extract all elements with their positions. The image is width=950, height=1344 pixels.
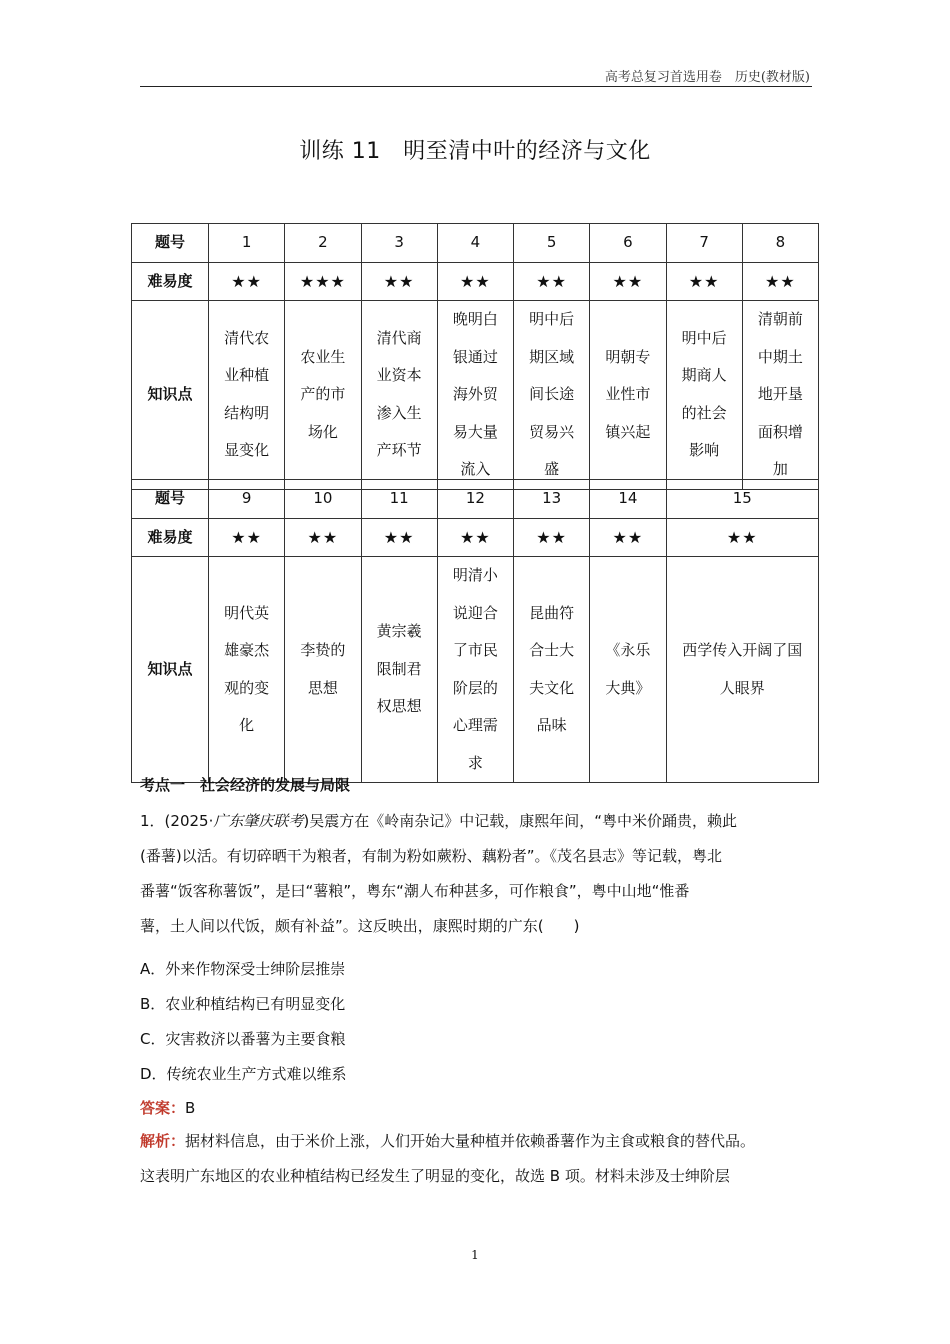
knowledge-point-line: 海外贸 — [452, 385, 498, 403]
knowledge-point-cell — [285, 301, 361, 490]
analysis-line: 据材料信息，由于米价上涨，人们开始大量种植并依赖番薯作为主食或粮食的替代品。 — [185, 1132, 756, 1150]
knowledge-point-cell — [361, 557, 437, 783]
option-d[interactable]: D．传统农业生产方式难以维系 — [140, 1065, 347, 1083]
knowledge-point-line: 易大量 — [452, 422, 498, 441]
knowledge-point-line: 期区域 — [529, 347, 575, 366]
knowledge-point-line: 产的市 — [300, 385, 346, 403]
question-number-cell: 5 — [514, 224, 590, 263]
knowledge-point-line: 权思想 — [376, 697, 422, 716]
row-label-knowledge: 知识点 — [132, 301, 209, 490]
knowledge-point-line: 合士大 — [529, 641, 575, 659]
knowledge-point-line: 明朝专 — [605, 347, 651, 366]
knowledge-point-line: 阶层的 — [452, 678, 498, 697]
knowledge-point-line: 业性市 — [605, 385, 651, 403]
question-number-cell: 12 — [437, 480, 513, 519]
knowledge-point-line: 清代农 — [224, 328, 270, 347]
question-number-cell: 1 — [209, 224, 285, 263]
knowledge-point-line: 说迎合 — [452, 603, 498, 622]
difficulty-stars: ★★ — [437, 262, 513, 301]
knowledge-point-line: 业种植 — [224, 366, 270, 385]
analysis-block — [140, 1124, 812, 1194]
knowledge-point-line: 求 — [467, 753, 483, 772]
knowledge-point-cell — [514, 557, 590, 783]
knowledge-point-cell — [437, 301, 513, 490]
knowledge-point-line: 思想 — [307, 678, 338, 697]
knowledge-point-line: 晚明白 — [452, 310, 498, 328]
question-1-stem — [140, 804, 812, 944]
knowledge-point-line: 清朝前 — [757, 310, 803, 328]
knowledge-point-line: 黄宗羲 — [376, 622, 422, 641]
knowledge-point-line: 《永乐 — [605, 641, 651, 659]
question-line: 薯，土人间以代饭，颇有补益”。这反映出，康熙时期的广东( ) — [140, 917, 580, 935]
knowledge-point-line: 期商人 — [681, 366, 727, 385]
option-b[interactable]: B．农业种植结构已有明显变化 — [140, 995, 346, 1013]
knowledge-point-line: 明中后 — [681, 328, 727, 347]
knowledge-point-line: 明代英 — [224, 603, 270, 622]
knowledge-point-line: 李贽的 — [300, 641, 346, 659]
difficulty-stars: ★★ — [742, 262, 818, 301]
page-title: 训练 11 明至清中叶的经济与文化 — [299, 139, 651, 164]
header-rule — [140, 86, 812, 87]
difficulty-stars: ★★ — [361, 518, 437, 557]
row-label-knowledge: 知识点 — [132, 557, 209, 783]
knowledge-point-line: 清代商 — [376, 328, 422, 347]
knowledge-point-line: 地开垦 — [757, 385, 803, 403]
row-label-difficulty: 难易度 — [132, 262, 209, 301]
difficulty-stars: ★★ — [285, 518, 361, 557]
knowledge-point-cell — [742, 301, 818, 490]
knowledge-point-cell — [590, 301, 666, 490]
question-prefix: 1．(2025· — [140, 812, 214, 830]
knowledge-point-line: 中期土 — [757, 347, 803, 366]
question-source: 广东肇庆联考 — [213, 812, 304, 830]
option-a[interactable]: A．外来作物深受士绅阶层推崇 — [140, 960, 346, 978]
answer-value: B — [185, 1099, 196, 1117]
knowledge-point-cell — [514, 301, 590, 490]
difficulty-stars: ★★ — [666, 262, 742, 301]
knowledge-point-line: 心理需 — [452, 716, 498, 734]
knowledge-point-line: 昆曲符 — [529, 603, 575, 622]
knowledge-point-line: 夫文化 — [529, 678, 575, 697]
difficulty-stars: ★★ — [514, 518, 590, 557]
knowledge-point-line: 流入 — [460, 460, 491, 478]
answer-label: 答案： — [140, 1099, 186, 1117]
question-number-cell: 14 — [590, 480, 666, 519]
knowledge-point-cell — [666, 301, 742, 490]
knowledge-point-line: 业资本 — [376, 366, 422, 385]
knowledge-point-line: 明清小 — [452, 566, 498, 584]
difficulty-stars: ★★ — [437, 518, 513, 557]
knowledge-point-line: 农业生 — [300, 347, 346, 366]
knowledge-point-cell — [590, 557, 666, 783]
knowledge-point-cell — [209, 301, 285, 490]
difficulty-table-1 — [131, 223, 819, 490]
knowledge-point-line: 观的变 — [224, 678, 270, 697]
difficulty-stars: ★★ — [209, 518, 285, 557]
knowledge-point-line: 大典》 — [605, 678, 651, 697]
header-running-title: 高考总复习首选用卷 历史(教材版) — [604, 70, 810, 85]
question-stem-line — [140, 804, 812, 839]
question-number-cell: 3 — [361, 224, 437, 263]
difficulty-stars: ★★ — [514, 262, 590, 301]
knowledge-point-line: 渗入生 — [376, 403, 422, 422]
knowledge-point-cell — [361, 301, 437, 490]
knowledge-point-line: 产环节 — [376, 441, 422, 460]
knowledge-point-line: 显变化 — [224, 441, 270, 460]
knowledge-point-line: 镇兴起 — [605, 422, 651, 441]
question-number-cell: 6 — [590, 224, 666, 263]
page-number: 1 — [471, 1248, 479, 1262]
knowledge-point-line: 结构明 — [224, 403, 270, 422]
row-label-difficulty: 难易度 — [132, 518, 209, 557]
question-number-cell: 13 — [514, 480, 590, 519]
difficulty-stars: ★★ — [361, 262, 437, 301]
knowledge-point-line: 贸易兴 — [529, 422, 575, 441]
knowledge-point-line: 化 — [239, 716, 255, 734]
question-line: (番薯)以活。有切碎晒干为粮者，有制为粉如蕨粉、藕粉者”。《茂名县志》等记载，粤北 — [140, 847, 722, 865]
analysis-line: 这表明广东地区的农业种植结构已经发生了明显的变化，故选 B 项。材料未涉及士绅阶层 — [140, 1167, 730, 1185]
knowledge-point-line: 加 — [772, 460, 788, 478]
question-number-cell: 11 — [361, 480, 437, 519]
question-number-cell: 4 — [437, 224, 513, 263]
question-number-cell: 10 — [285, 480, 361, 519]
knowledge-point-cell — [209, 557, 285, 783]
knowledge-point-line: 人眼界 — [719, 678, 765, 697]
knowledge-point-line: 影响 — [689, 441, 720, 460]
difficulty-table-2 — [131, 479, 819, 783]
knowledge-point-line: 银通过 — [452, 347, 498, 366]
question-number-cell: 2 — [285, 224, 361, 263]
option-c[interactable]: C．灾害救济以番薯为主要食粮 — [140, 1030, 346, 1048]
knowledge-point-line: 西学传入开阔了国 — [682, 641, 803, 659]
knowledge-point-cell — [285, 557, 361, 783]
question-line: )吴震方在《岭南杂记》中记载，康熙年间，“粤中米价踊贵，赖此 — [303, 812, 737, 830]
row-label-number: 题号 — [132, 480, 209, 519]
row-label-number: 题号 — [132, 224, 209, 263]
difficulty-stars: ★★ — [209, 262, 285, 301]
question-number-cell: 8 — [742, 224, 818, 263]
difficulty-stars: ★★ — [590, 262, 666, 301]
knowledge-point-cell — [437, 557, 513, 783]
question-number-cell: 15 — [666, 480, 819, 519]
knowledge-point-line: 雄豪杰 — [224, 641, 270, 659]
section-heading: 考点一 社会经济的发展与局限 — [140, 776, 351, 794]
knowledge-point-line: 了市民 — [452, 641, 498, 659]
knowledge-point-line: 盛 — [544, 460, 560, 478]
knowledge-point-line: 明中后 — [529, 310, 575, 328]
question-number-cell: 7 — [666, 224, 742, 263]
knowledge-point-line: 的社会 — [681, 403, 727, 422]
knowledge-point-cell — [666, 557, 819, 783]
difficulty-stars: ★★ — [590, 518, 666, 557]
question-number-cell: 9 — [209, 480, 285, 519]
difficulty-stars: ★★★ — [285, 262, 361, 301]
knowledge-point-line: 间长途 — [529, 385, 575, 403]
answer-line — [140, 1097, 195, 1118]
analysis-label: 解析： — [140, 1132, 186, 1150]
knowledge-point-line: 品味 — [536, 716, 567, 734]
knowledge-point-line: 场化 — [307, 422, 338, 441]
question-line: 番薯“饭客称薯饭”，是曰“薯粮”，粤东“潮人布种甚多，可作粮食”，粤中山地“惟番 — [140, 882, 690, 900]
knowledge-point-line: 限制君 — [376, 659, 422, 678]
difficulty-stars: ★★ — [666, 518, 819, 557]
knowledge-point-line: 面积增 — [757, 422, 803, 441]
